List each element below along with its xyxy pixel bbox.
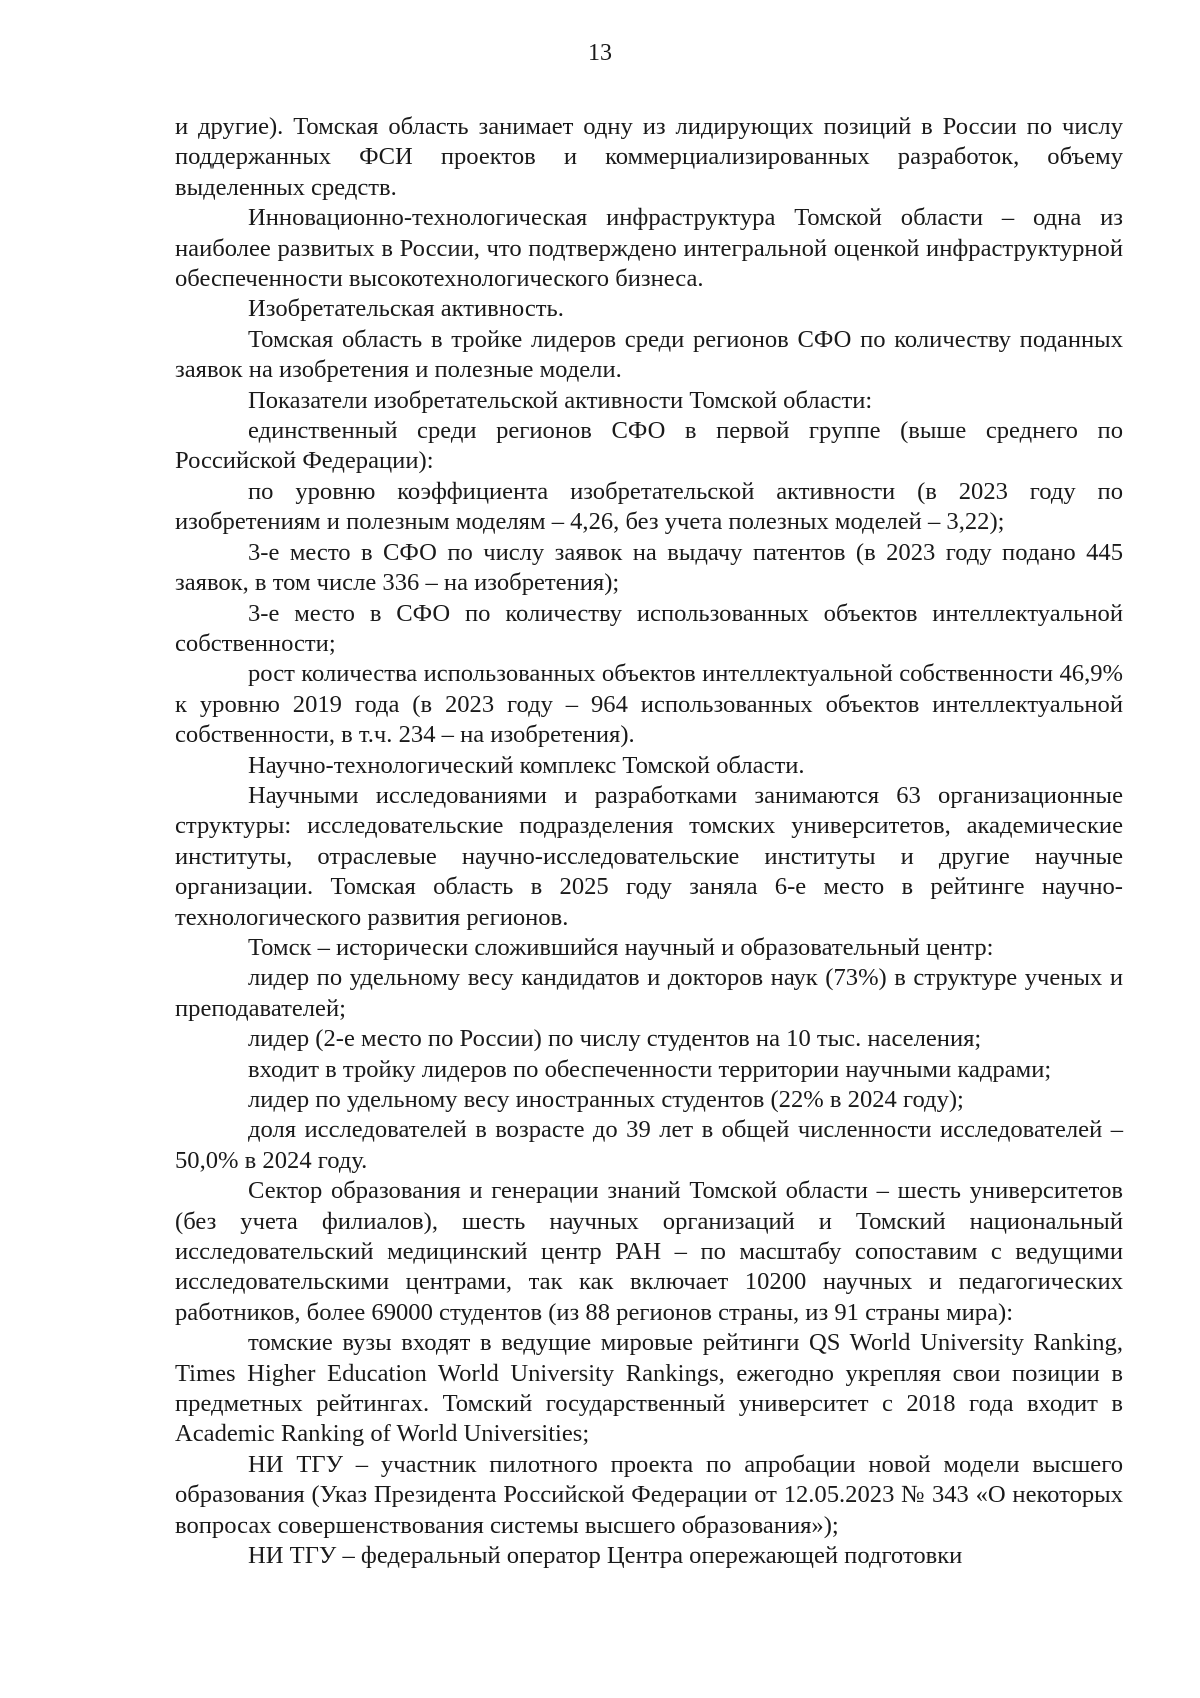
- list-item: НИ ТГУ – федеральный оператор Центра опережающей подготовки: [248, 1542, 963, 1570]
- list-item: входит в тройку лидеров по обеспеченности территории научными кадрами;: [248, 1055, 1052, 1083]
- list-item: лидер по удельному весу кандидатов и докторов наук (73%) в структуре ученых и преподавателей;: [175, 964, 1123, 1022]
- list-item: доля исследователей в возрасте до 39 лет в общей численности исследователей – 50,0% в 2024 году.: [175, 1116, 1123, 1174]
- list-item: лидер (2-е место по России) по числу студентов на 10 тыс. населения;: [248, 1025, 982, 1053]
- paragraph: Сектор образования и генерации знаний Томской области – шесть университетов (без учета филиалов), шесть научных организаций и Томский национальный исследовательский медицинский центр РАН – по масштабу сопоставим с ведущими исследовательскими центрами, так как включает 10200 научных и педагогических работников, более 69000 студентов (из 88 регионов страны, из 91 страны мира):: [175, 1177, 1123, 1326]
- paragraph: и другие). Томская область занимает одну из лидирующих позиций в России по числу поддержанных ФСИ проектов и коммерциализированных разработок, объему выделенных средств.: [175, 113, 1123, 201]
- paragraph: Инновационно-технологическая инфраструктура Томской области – одна из наиболее развитых в России, что подтверждено интегральной оценкой инфраструктурной обеспеченности высокотехнологического бизнеса.: [175, 204, 1123, 293]
- paragraph: Томская область в тройке лидеров среди регионов СФО по количеству поданных заявок на изобретения и полезные модели.: [175, 325, 1123, 384]
- document-body: [175, 112, 1123, 1572]
- paragraph: Показатели изобретательской активности Томской области:: [248, 386, 873, 414]
- list-item: томские вузы входят в ведущие мировые рейтинги QS World University Ranking, Times Higher Education World University Rankings, ежегодно укрепляя свои позиции в предметных рейтингах. Томский государственный университет с 2018 года входит в Academic Ranking of World Universities;: [175, 1329, 1123, 1448]
- page-number: 13: [588, 40, 612, 66]
- list-item: единственный среди регионов СФО в первой группе (выше среднего по Российской Федерации):: [175, 417, 1123, 475]
- list-item: НИ ТГУ – участник пилотного проекта по апробации новой модели высшего образования (Указ Президента Российской Федерации от 12.05.2023 № 343 «О некоторых вопросах совершенствования системы высшего образования»);: [175, 1450, 1123, 1539]
- section-heading: Изобретательская активность.: [248, 295, 564, 323]
- list-item: 3-е место в СФО по количеству использованных объектов интеллектуальной собственности;: [175, 599, 1123, 657]
- paragraph: Научными исследованиями и разработками занимаются 63 организационные структуры: исследовательские подразделения томских университетов, академические институты, отраслевые научно-исследовательские институты и другие научные организации. Томская область в 2025 году заняла 6-е место в рейтинге научно-технологического развития регионов.: [175, 781, 1123, 931]
- list-item: лидер по удельному весу иностранных студентов (22% в 2024 году);: [248, 1086, 964, 1113]
- list-item: 3-е место в СФО по числу заявок на выдачу патентов (в 2023 году подано 445 заявок, в том числе 336 – на изобретения);: [175, 538, 1123, 597]
- list-item: по уровню коэффициента изобретательской активности (в 2023 году по изобретениям и полезным моделям – 4,26, без учета полезных моделей – 3,22);: [175, 477, 1123, 536]
- list-item: рост количества использованных объектов интеллектуальной собственности 46,9% к уровню 2019 года (в 2023 году – 964 использованных объектов интеллектуальной собственности, в т.ч. 234 – на изобретения).: [175, 660, 1123, 749]
- paragraph: Томск – исторически сложившийся научный и образовательный центр:: [248, 933, 994, 961]
- section-heading: Научно-технологический комплекс Томской области.: [248, 751, 805, 779]
